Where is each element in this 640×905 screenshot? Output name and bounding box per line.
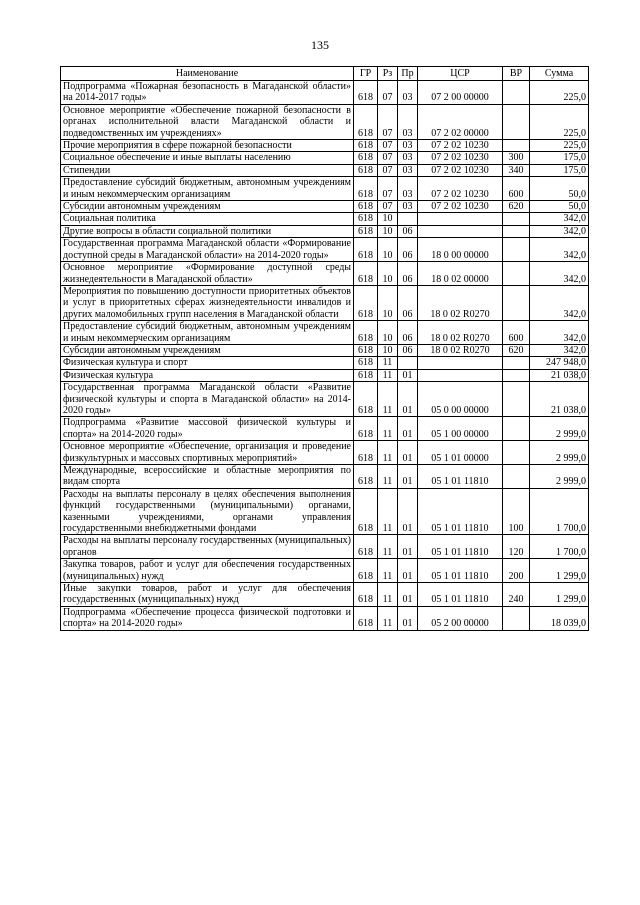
cell-gr: 618 xyxy=(354,238,378,262)
cell-rz: 10 xyxy=(378,285,398,320)
header-csr: ЦСР xyxy=(418,67,503,81)
cell-name: Основное мероприятие «Формирование доступной среды жизнедеятельности в Магаданской области» xyxy=(61,262,354,286)
cell-vr: 200 xyxy=(503,559,530,583)
cell-name: Подпрограмма «Обеспечение процесса физической подготовки и спорта» на 2014-2020 годы» xyxy=(61,606,354,630)
table-header-row xyxy=(61,67,589,81)
cell-pr: 01 xyxy=(398,369,418,381)
cell-csr xyxy=(418,225,503,237)
cell-gr: 618 xyxy=(354,164,378,176)
cell-csr xyxy=(418,357,503,369)
cell-rz: 10 xyxy=(378,344,398,356)
header-rz: Рз xyxy=(378,67,398,81)
cell-rz: 07 xyxy=(378,201,398,213)
cell-name: Физическая культура xyxy=(61,369,354,381)
cell-rz: 07 xyxy=(378,177,398,201)
cell-csr: 05 2 00 00000 xyxy=(418,606,503,630)
cell-gr: 618 xyxy=(354,152,378,164)
cell-gr: 618 xyxy=(354,583,378,607)
cell-pr: 03 xyxy=(398,152,418,164)
cell-name: Физическая культура и спорт xyxy=(61,357,354,369)
cell-gr: 618 xyxy=(354,140,378,152)
cell-pr xyxy=(398,357,418,369)
table-row xyxy=(61,285,589,320)
cell-gr: 618 xyxy=(354,225,378,237)
table-row xyxy=(61,465,589,489)
cell-csr: 05 1 01 11810 xyxy=(418,488,503,535)
table-body xyxy=(61,81,589,631)
cell-vr xyxy=(503,213,530,225)
cell-sum: 18 039,0 xyxy=(530,606,589,630)
header-pr: Пр xyxy=(398,67,418,81)
cell-sum: 2 999,0 xyxy=(530,417,589,441)
cell-rz: 10 xyxy=(378,262,398,286)
cell-rz: 10 xyxy=(378,213,398,225)
cell-vr xyxy=(503,441,530,465)
table-row xyxy=(61,321,589,345)
table-row xyxy=(61,488,589,535)
cell-vr xyxy=(503,465,530,489)
cell-csr: 05 1 01 11810 xyxy=(418,535,503,559)
cell-gr: 618 xyxy=(354,262,378,286)
cell-pr: 01 xyxy=(398,606,418,630)
cell-gr: 618 xyxy=(354,382,378,417)
cell-sum: 225,0 xyxy=(530,140,589,152)
table-row xyxy=(61,583,589,607)
cell-sum: 1 700,0 xyxy=(530,488,589,535)
cell-sum: 225,0 xyxy=(530,104,589,139)
cell-pr: 01 xyxy=(398,559,418,583)
cell-vr: 340 xyxy=(503,164,530,176)
cell-rz: 11 xyxy=(378,441,398,465)
cell-name: Подпрограмма «Пожарная безопасность в Магаданской области» на 2014-2017 годы» xyxy=(61,81,354,105)
cell-sum: 21 038,0 xyxy=(530,369,589,381)
cell-sum: 342,0 xyxy=(530,262,589,286)
cell-csr: 07 2 02 10230 xyxy=(418,177,503,201)
cell-pr: 01 xyxy=(398,583,418,607)
cell-csr xyxy=(418,213,503,225)
cell-pr: 03 xyxy=(398,177,418,201)
cell-name: Основное мероприятие «Обеспечение пожарной безопасности в органах исполнительной власти Магаданской области и подведомственных им учреждениях» xyxy=(61,104,354,139)
table-row xyxy=(61,441,589,465)
cell-csr: 05 1 01 00000 xyxy=(418,441,503,465)
table-row xyxy=(61,344,589,356)
cell-csr: 18 0 02 R0270 xyxy=(418,344,503,356)
cell-rz: 10 xyxy=(378,225,398,237)
cell-sum: 175,0 xyxy=(530,152,589,164)
table-row xyxy=(61,262,589,286)
cell-pr: 03 xyxy=(398,104,418,139)
cell-name: Другие вопросы в области социальной политики xyxy=(61,225,354,237)
cell-csr: 07 2 02 10230 xyxy=(418,140,503,152)
cell-name: Прочие мероприятия в сфере пожарной безопасности xyxy=(61,140,354,152)
cell-csr: 05 1 00 00000 xyxy=(418,417,503,441)
cell-sum: 342,0 xyxy=(530,213,589,225)
cell-csr xyxy=(418,369,503,381)
budget-table xyxy=(60,66,589,631)
cell-vr: 620 xyxy=(503,344,530,356)
cell-vr xyxy=(503,417,530,441)
cell-vr xyxy=(503,382,530,417)
cell-gr: 618 xyxy=(354,104,378,139)
cell-pr: 06 xyxy=(398,225,418,237)
cell-vr xyxy=(503,357,530,369)
cell-sum: 342,0 xyxy=(530,238,589,262)
cell-gr: 618 xyxy=(354,344,378,356)
cell-csr: 18 0 02 R0270 xyxy=(418,321,503,345)
cell-name: Предоставление субсидий бюджетным, автономным учреждениям и иным некоммерческим организациям xyxy=(61,177,354,201)
cell-pr: 06 xyxy=(398,262,418,286)
cell-vr: 620 xyxy=(503,201,530,213)
cell-csr: 07 2 00 00000 xyxy=(418,81,503,105)
cell-vr: 600 xyxy=(503,177,530,201)
cell-sum: 175,0 xyxy=(530,164,589,176)
cell-sum: 2 999,0 xyxy=(530,441,589,465)
cell-pr: 06 xyxy=(398,238,418,262)
table-row xyxy=(61,177,589,201)
cell-pr: 01 xyxy=(398,535,418,559)
cell-rz: 07 xyxy=(378,152,398,164)
table-row xyxy=(61,140,589,152)
table-row xyxy=(61,201,589,213)
cell-csr: 18 0 02 R0270 xyxy=(418,285,503,320)
cell-name: Социальное обеспечение и иные выплаты населению xyxy=(61,152,354,164)
cell-vr: 300 xyxy=(503,152,530,164)
cell-sum: 247 948,0 xyxy=(530,357,589,369)
cell-gr: 618 xyxy=(354,369,378,381)
cell-gr: 618 xyxy=(354,441,378,465)
cell-csr: 07 2 02 10230 xyxy=(418,152,503,164)
cell-rz: 11 xyxy=(378,357,398,369)
cell-sum: 342,0 xyxy=(530,225,589,237)
cell-vr xyxy=(503,262,530,286)
cell-rz: 10 xyxy=(378,321,398,345)
cell-csr: 05 1 01 11810 xyxy=(418,559,503,583)
header-vr: ВР xyxy=(503,67,530,81)
cell-rz: 11 xyxy=(378,535,398,559)
cell-csr: 07 2 02 10230 xyxy=(418,201,503,213)
table-row xyxy=(61,164,589,176)
cell-pr: 01 xyxy=(398,382,418,417)
table-row xyxy=(61,369,589,381)
cell-sum: 1 299,0 xyxy=(530,559,589,583)
cell-sum: 225,0 xyxy=(530,81,589,105)
cell-gr: 618 xyxy=(354,81,378,105)
table-row xyxy=(61,382,589,417)
cell-vr xyxy=(503,225,530,237)
cell-csr: 05 0 00 00000 xyxy=(418,382,503,417)
cell-sum: 21 038,0 xyxy=(530,382,589,417)
table-row xyxy=(61,225,589,237)
cell-gr: 618 xyxy=(354,465,378,489)
cell-gr: 618 xyxy=(354,213,378,225)
table-row xyxy=(61,357,589,369)
cell-rz: 11 xyxy=(378,488,398,535)
cell-rz: 11 xyxy=(378,465,398,489)
cell-name: Основное мероприятие «Обеспечение, организация и проведение физкультурных и массовых спортивных мероприятий» xyxy=(61,441,354,465)
cell-pr: 03 xyxy=(398,81,418,105)
cell-sum: 342,0 xyxy=(530,285,589,320)
header-gr: ГР xyxy=(354,67,378,81)
table-row xyxy=(61,417,589,441)
cell-rz: 11 xyxy=(378,606,398,630)
cell-pr: 06 xyxy=(398,344,418,356)
cell-name: Стипендии xyxy=(61,164,354,176)
cell-sum: 342,0 xyxy=(530,321,589,345)
cell-name: Подпрограмма «Развитие массовой физической культуры и спорта» на 2014-2020 годы» xyxy=(61,417,354,441)
cell-gr: 618 xyxy=(354,177,378,201)
cell-csr: 18 0 00 00000 xyxy=(418,238,503,262)
cell-sum: 50,0 xyxy=(530,201,589,213)
table-row xyxy=(61,238,589,262)
cell-rz: 07 xyxy=(378,104,398,139)
cell-rz: 10 xyxy=(378,238,398,262)
cell-rz: 11 xyxy=(378,369,398,381)
cell-gr: 618 xyxy=(354,357,378,369)
cell-name: Социальная политика xyxy=(61,213,354,225)
cell-vr xyxy=(503,238,530,262)
cell-gr: 618 xyxy=(354,559,378,583)
cell-csr: 07 2 02 00000 xyxy=(418,104,503,139)
cell-pr: 06 xyxy=(398,321,418,345)
table-row xyxy=(61,535,589,559)
cell-pr: 01 xyxy=(398,417,418,441)
cell-name: Закупка товаров, работ и услуг для обеспечения государственных (муниципальных) нужд xyxy=(61,559,354,583)
cell-pr: 03 xyxy=(398,164,418,176)
cell-pr: 03 xyxy=(398,201,418,213)
cell-sum: 1 299,0 xyxy=(530,583,589,607)
page-number: 135 xyxy=(311,38,329,52)
cell-sum: 50,0 xyxy=(530,177,589,201)
cell-gr: 618 xyxy=(354,321,378,345)
cell-vr xyxy=(503,369,530,381)
cell-gr: 618 xyxy=(354,535,378,559)
cell-rz: 07 xyxy=(378,164,398,176)
cell-name: Предоставление субсидий бюджетным, автономным учреждениям и иным некоммерческим организациям xyxy=(61,321,354,345)
cell-csr: 07 2 02 10230 xyxy=(418,164,503,176)
cell-vr xyxy=(503,140,530,152)
cell-sum: 342,0 xyxy=(530,344,589,356)
cell-pr: 01 xyxy=(398,441,418,465)
cell-vr: 240 xyxy=(503,583,530,607)
cell-vr xyxy=(503,81,530,105)
cell-vr xyxy=(503,104,530,139)
cell-name: Иные закупки товаров, работ и услуг для обеспечения государственных (муниципальных) нужд xyxy=(61,583,354,607)
cell-csr: 05 1 01 11810 xyxy=(418,465,503,489)
cell-pr: 06 xyxy=(398,285,418,320)
cell-rz: 11 xyxy=(378,559,398,583)
cell-pr xyxy=(398,213,418,225)
cell-name: Мероприятия по повышению доступности приоритетных объектов и услуг в приоритетных сферах жизнедеятельности инвалидов и других маломобильных групп населения в Магаданской области xyxy=(61,285,354,320)
table-row xyxy=(61,152,589,164)
cell-rz: 11 xyxy=(378,382,398,417)
cell-pr: 01 xyxy=(398,488,418,535)
cell-gr: 618 xyxy=(354,201,378,213)
table-row xyxy=(61,213,589,225)
cell-vr xyxy=(503,606,530,630)
cell-gr: 618 xyxy=(354,285,378,320)
cell-sum: 1 700,0 xyxy=(530,535,589,559)
cell-name: Субсидии автономным учреждениям xyxy=(61,201,354,213)
cell-sum: 2 999,0 xyxy=(530,465,589,489)
table-row xyxy=(61,559,589,583)
cell-vr: 120 xyxy=(503,535,530,559)
cell-vr: 600 xyxy=(503,321,530,345)
header-sum: Сумма xyxy=(530,67,589,81)
table-row xyxy=(61,606,589,630)
table-row xyxy=(61,104,589,139)
cell-name: Государственная программа Магаданской области «Формирование доступной среды в Магаданской области» на 2014-2020 годы» xyxy=(61,238,354,262)
cell-gr: 618 xyxy=(354,606,378,630)
cell-pr: 03 xyxy=(398,140,418,152)
cell-name: Государственная программа Магаданской области «Развитие физической культуры и спорта в Магаданской области» на 2014-2020 годы» xyxy=(61,382,354,417)
cell-name: Субсидии автономным учреждениям xyxy=(61,344,354,356)
cell-gr: 618 xyxy=(354,488,378,535)
cell-gr: 618 xyxy=(354,417,378,441)
cell-csr: 18 0 02 00000 xyxy=(418,262,503,286)
cell-csr: 05 1 01 11810 xyxy=(418,583,503,607)
cell-rz: 11 xyxy=(378,417,398,441)
cell-rz: 07 xyxy=(378,140,398,152)
table-row xyxy=(61,81,589,105)
cell-pr: 01 xyxy=(398,465,418,489)
cell-rz: 07 xyxy=(378,81,398,105)
cell-name: Международные, всероссийские и областные мероприятия по видам спорта xyxy=(61,465,354,489)
cell-vr xyxy=(503,285,530,320)
cell-vr: 100 xyxy=(503,488,530,535)
header-name: Наименование xyxy=(61,67,354,81)
cell-name: Расходы на выплаты персоналу государственных (муниципальных) органов xyxy=(61,535,354,559)
cell-rz: 11 xyxy=(378,583,398,607)
cell-name: Расходы на выплаты персоналу в целях обеспечения выполнения функций государственными (муниципальными) органами, казенными учреждениями, органами управления государственными внебюджетными фондами xyxy=(61,488,354,535)
